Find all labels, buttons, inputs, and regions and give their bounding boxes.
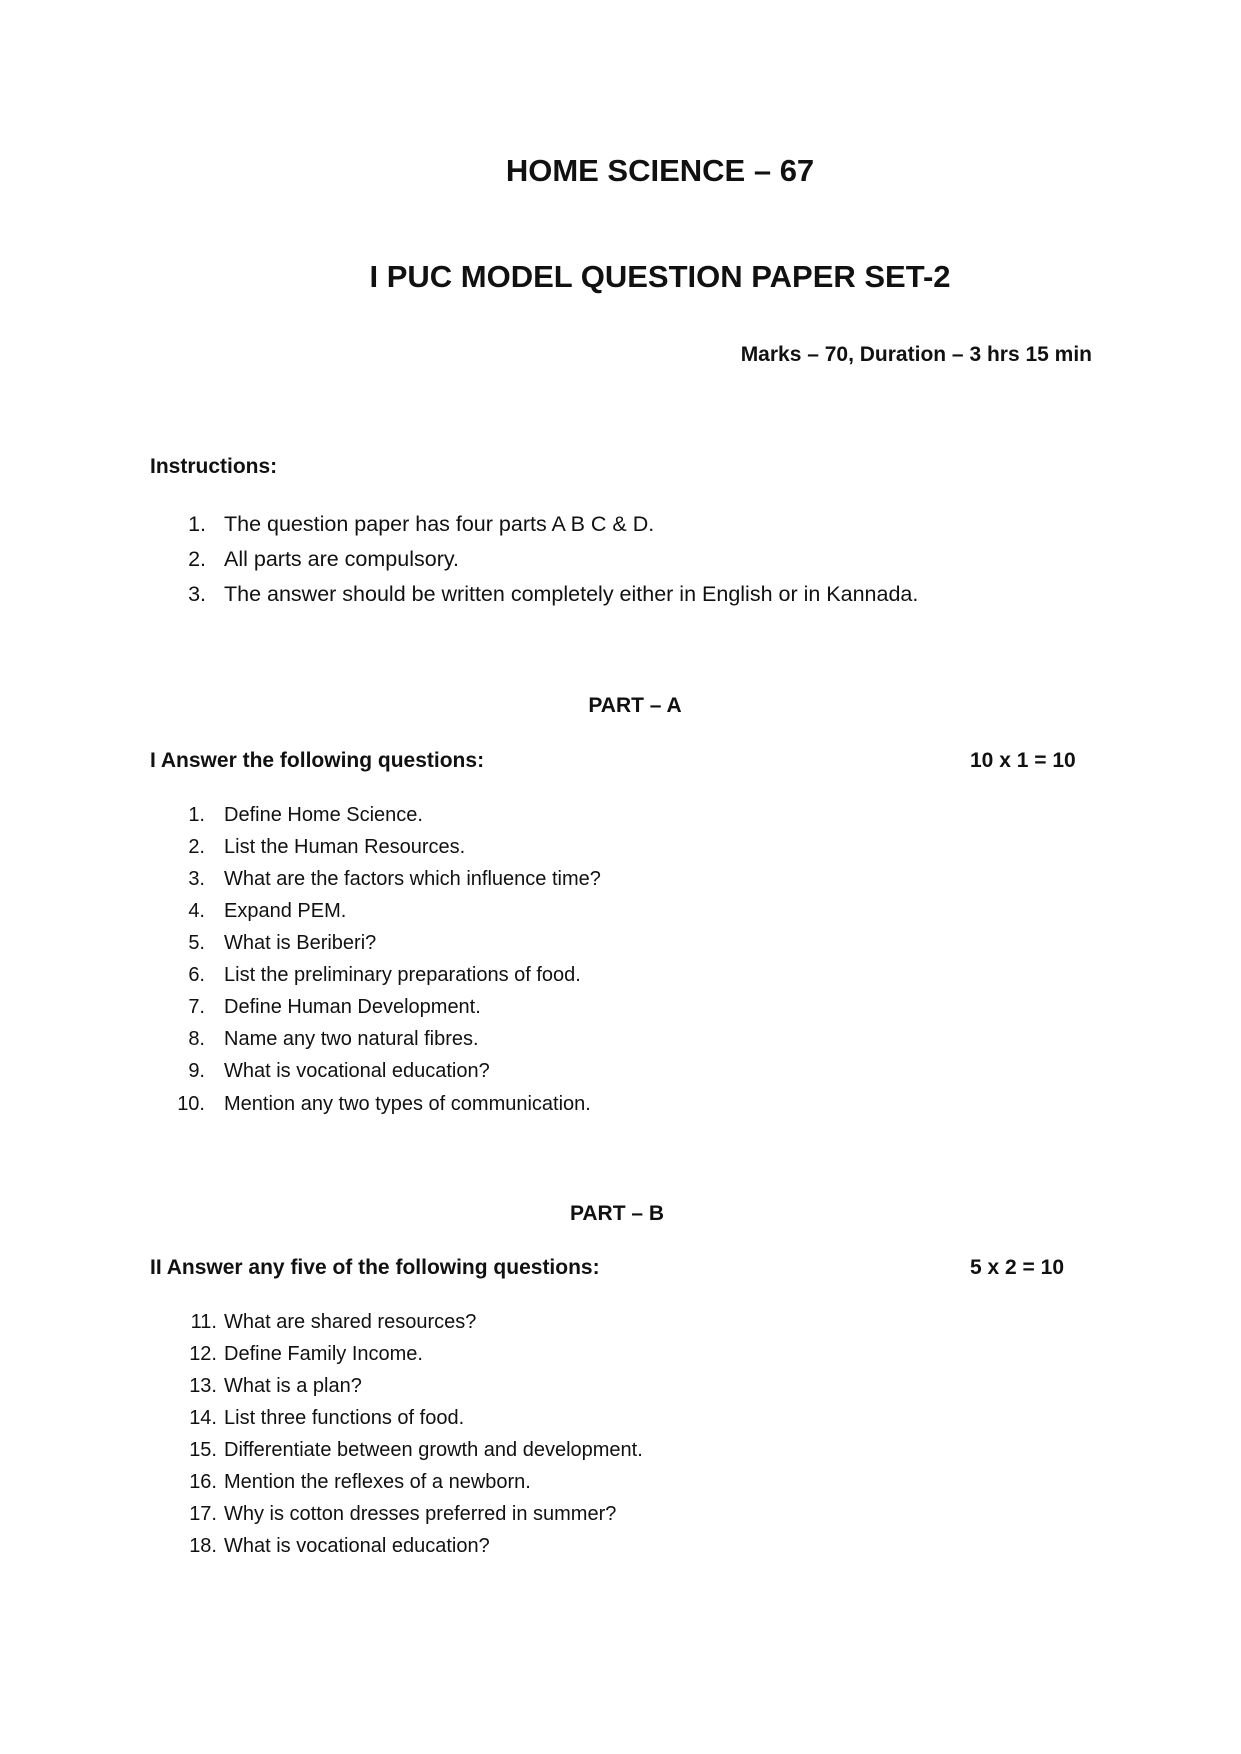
part-a-marks: 10 x 1 = 10 — [970, 749, 1076, 772]
question-number: 15. — [189, 1439, 217, 1461]
question-number: 13. — [189, 1375, 217, 1397]
part-a-section-heading: I Answer the following questions: — [150, 749, 485, 772]
question-number: 6. — [188, 964, 205, 986]
question-number: 9. — [188, 1060, 205, 1082]
question-number: 7. — [188, 996, 205, 1018]
question-number: 5. — [188, 932, 205, 954]
question-text: What is vocational education? — [224, 1060, 490, 1082]
question-number: 11. — [190, 1311, 217, 1333]
part-b-section-heading: II Answer any five of the following questions: — [150, 1256, 600, 1279]
question-text: What is a plan? — [224, 1375, 362, 1397]
question-number: 2. — [188, 836, 205, 858]
question-number: 10. — [177, 1093, 205, 1115]
part-b-title: PART – B — [569, 1202, 665, 1225]
part-b-marks: 5 x 2 = 10 — [970, 1256, 1064, 1279]
instruction-number: 2. — [188, 547, 206, 571]
question-number: 16. — [189, 1471, 217, 1493]
question-text: List the Human Resources. — [224, 836, 466, 858]
question-text: What are the factors which influence time? — [224, 868, 601, 890]
question-text: What are shared resources? — [224, 1311, 477, 1333]
question-text: List the preliminary preparations of food. — [224, 964, 581, 986]
instructions-heading: Instructions: — [150, 455, 278, 478]
question-number: 12. — [189, 1343, 217, 1365]
question-text: Why is cotton dresses preferred in summer? — [224, 1503, 617, 1525]
paper-title: I PUC MODEL QUESTION PAPER SET-2 — [369, 259, 951, 294]
question-number: 3. — [188, 868, 205, 890]
instruction-number: 1. — [188, 512, 206, 536]
question-text: Name any two natural fibres. — [224, 1028, 479, 1050]
question-number: 17. — [189, 1503, 217, 1525]
part-a-title: PART – A — [588, 694, 682, 717]
question-text: What is Beriberi? — [224, 932, 377, 954]
instruction-number: 3. — [188, 582, 206, 606]
instruction-text: All parts are compulsory. — [224, 547, 459, 571]
subject-title: HOME SCIENCE – 67 — [505, 153, 815, 188]
question-text: What is vocational education? — [224, 1535, 490, 1557]
marks-duration: Marks – 70, Duration – 3 hrs 15 min — [740, 343, 1092, 366]
question-text: Differentiate between growth and development. — [224, 1439, 643, 1461]
question-number: 1. — [188, 804, 205, 826]
instruction-text: The question paper has four parts A B C & D. — [224, 512, 655, 536]
question-number: 14. — [189, 1407, 217, 1429]
question-number: 8. — [188, 1028, 205, 1050]
question-text: List three functions of food. — [224, 1407, 465, 1429]
question-text: Define Family Income. — [224, 1343, 423, 1365]
question-text: Mention the reflexes of a newborn. — [224, 1471, 531, 1493]
question-text: Mention any two types of communication. — [224, 1093, 591, 1115]
question-number: 4. — [188, 900, 205, 922]
question-text: Expand PEM. — [224, 900, 347, 922]
instruction-text: The answer should be written completely either in English or in Kannada. — [224, 582, 919, 606]
question-number: 18. — [189, 1535, 217, 1557]
question-text: Define Human Development. — [224, 996, 481, 1018]
question-text: Define Home Science. — [224, 804, 423, 826]
